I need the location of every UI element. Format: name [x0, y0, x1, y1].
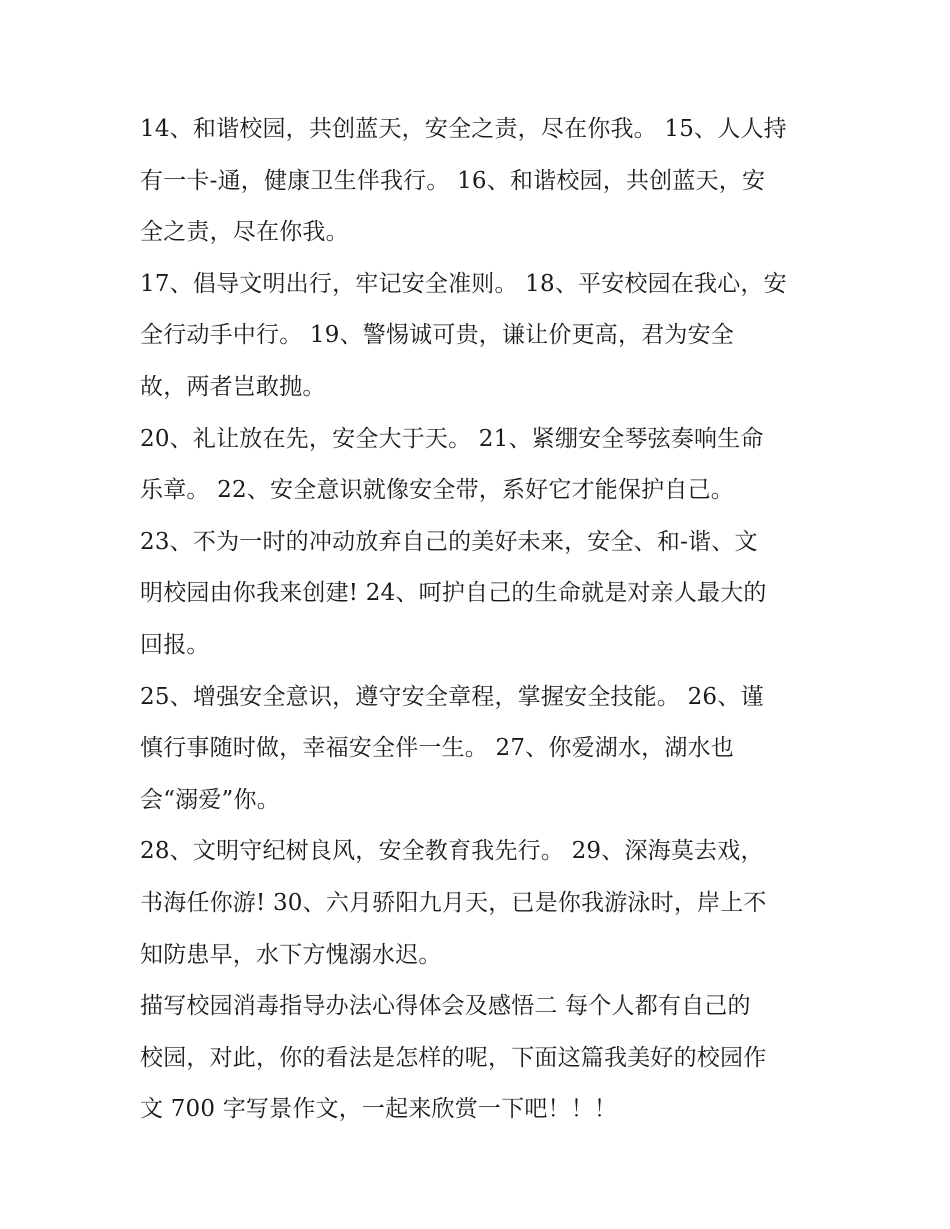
- text-line: 描写校园消毒指导办法心得体会及感悟二 每个人都有自己的: [140, 993, 751, 1020]
- text-line: 20、礼让放在先，安全大于天。 21、紧绷安全琴弦奏响生命: [140, 425, 764, 452]
- document-body: [140, 104, 820, 1136]
- text-line: 23、不为一时的冲动放弃自己的美好未来，安全、和-谐、文: [140, 528, 758, 555]
- text-line: 文 700 字写景作文，一起来欣赏一下吧！！！: [140, 1096, 618, 1123]
- text-line: 慎行事随时做，幸福安全伴一生。 27、你爱湖水，湖水也: [140, 735, 734, 762]
- text-line: 校园，对此，你的看法是怎样的呢，下面这篇我美好的校园作: [140, 1044, 767, 1071]
- text-line: 回报。: [140, 631, 210, 658]
- text-line: 故，两者岂敢抛。: [140, 373, 326, 400]
- text-line: 明校园由你我来创建! 24、呵护自己的生命就是对亲人最大的: [140, 580, 767, 607]
- text-line: 全行动手中行。 19、警惕诚可贵，谦让价更高，君为安全: [140, 322, 734, 349]
- text-line: 全之责，尽在你我。: [140, 219, 349, 246]
- text-line: 会“溺爱”你。: [140, 786, 280, 813]
- text-line: 28、文明守纪树良风，安全教育我先行。 29、深海莫去戏，: [140, 838, 764, 865]
- text-line: 17、倡导文明出行，牢记安全准则。 18、平安校园在我心，安: [140, 270, 787, 297]
- text-line: 知防患早，水下方愧溺水迟。: [140, 941, 442, 968]
- text-line: 25、增强安全意识，遵守安全章程，掌握安全技能。 26、谨: [140, 683, 764, 710]
- text-line: 乐章。 22、安全意识就像安全带，系好它才能保护自己。: [140, 477, 734, 504]
- text-line: 有一卡-通，健康卫生伴我行。 16、和谐校园，共创蓝天，安: [140, 167, 766, 194]
- text-line: 书海任你游! 30、六月骄阳九月天，已是你我游泳时，岸上不: [140, 889, 767, 916]
- text-line: 14、和谐校园，共创蓝天，安全之责，尽在你我。 15、人人持: [140, 116, 787, 142]
